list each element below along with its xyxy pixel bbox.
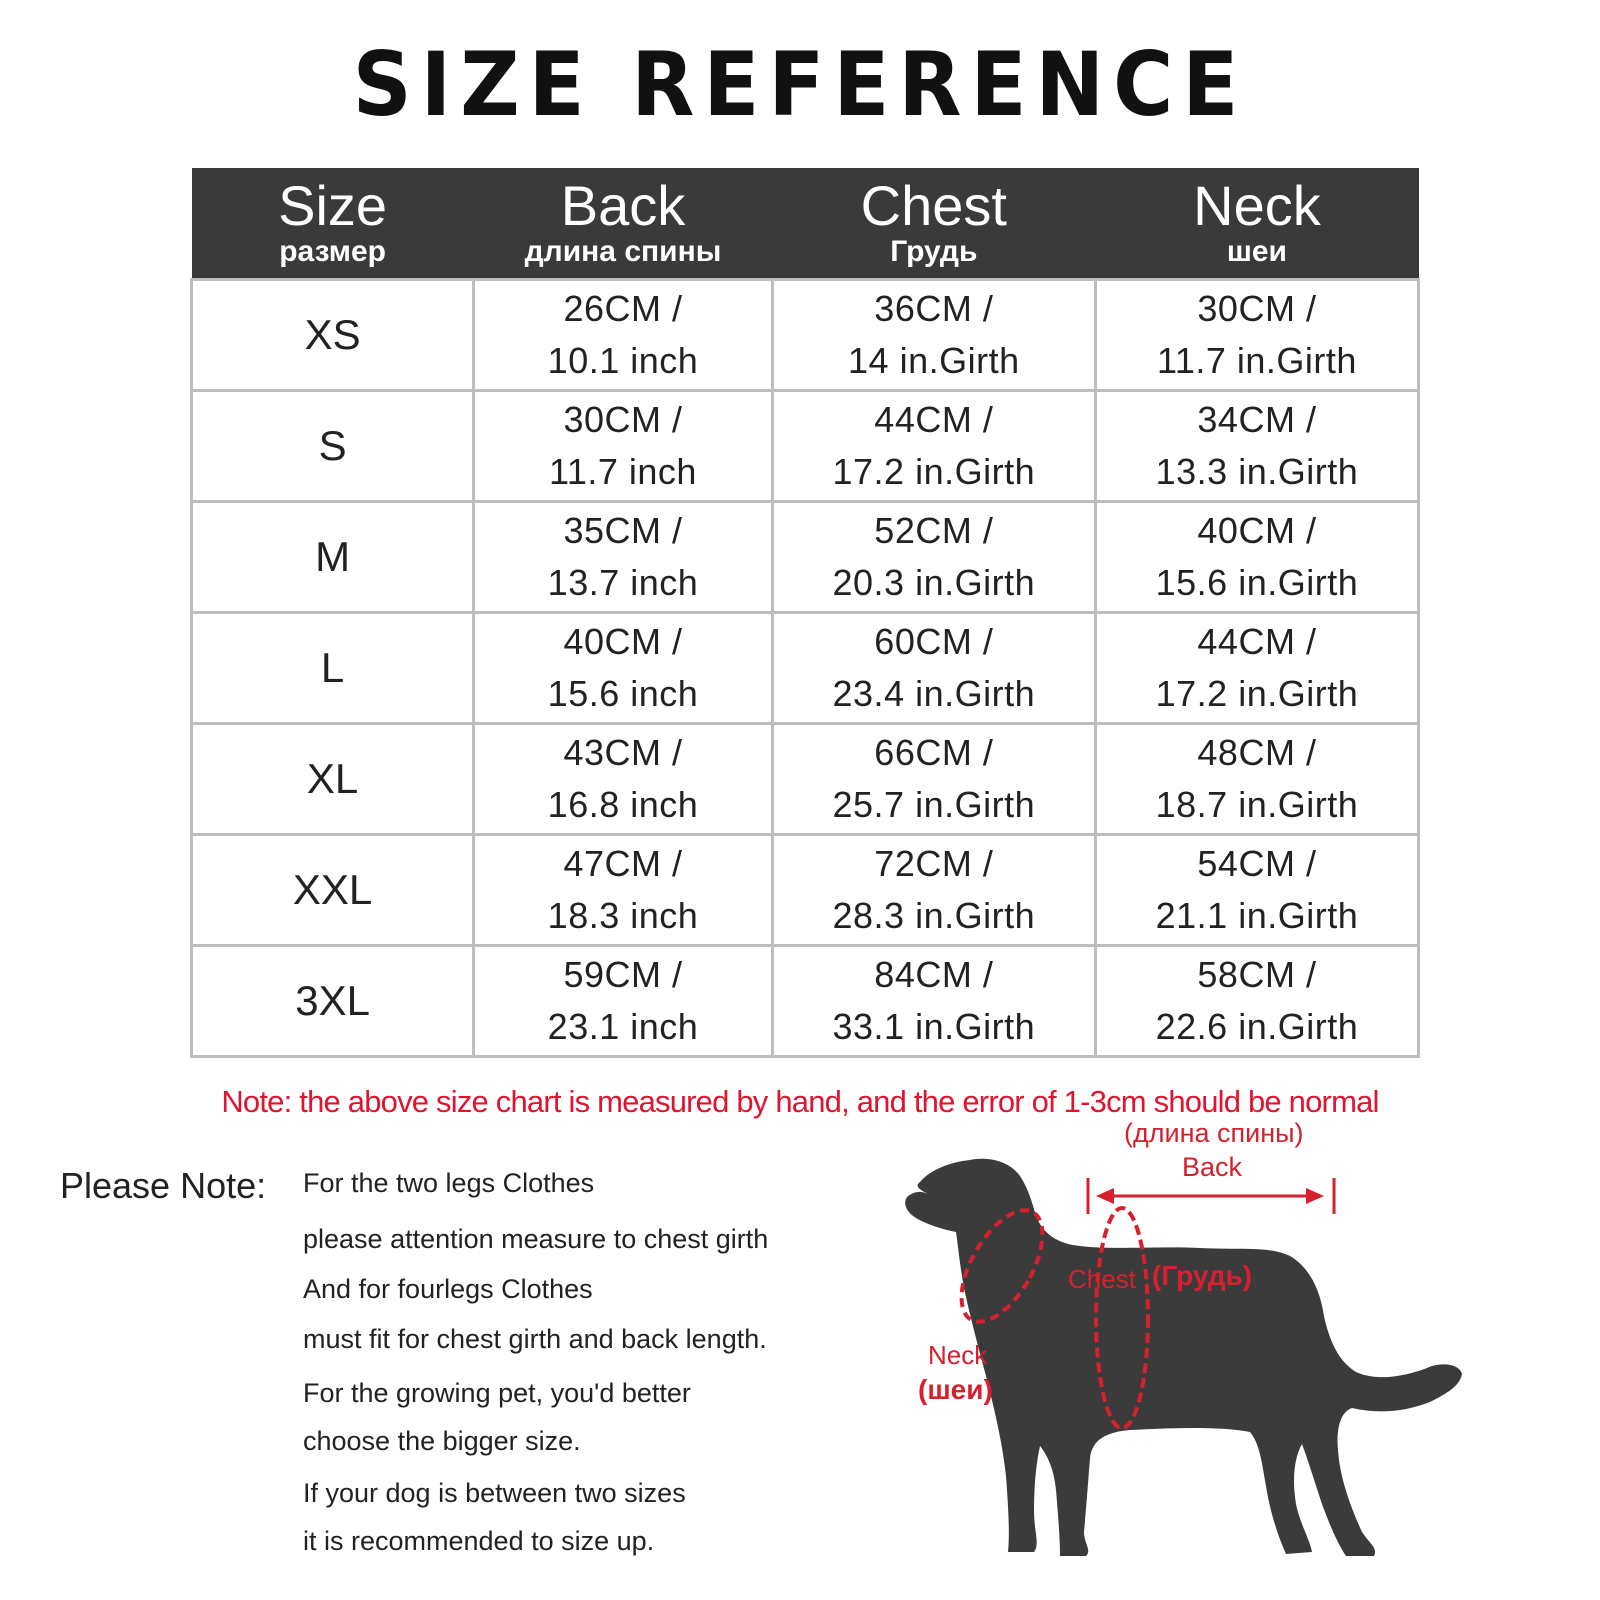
back-cell: 26CM / 10.1 inch xyxy=(474,280,773,391)
measurement-note: Note: the above size chart is measured by hand, and the error of 1-3cm should be normal xyxy=(221,1084,1379,1119)
note-line: If your dog is between two sizes xyxy=(303,1478,686,1508)
table-row xyxy=(192,946,1419,1057)
size-cell: 3XL xyxy=(192,946,474,1057)
column-header-size: Size размер xyxy=(192,168,474,280)
chest-cell: 36CM / 14 in.Girth xyxy=(772,280,1095,391)
size-cell: XS xyxy=(192,280,474,391)
dog-measurement-diagram xyxy=(900,1118,1520,1600)
back-cell: 47CM / 18.3 inch xyxy=(474,835,773,946)
page-title: SIZE REFERENCE xyxy=(352,34,1248,137)
neck-cell: 58CM / 22.6 in.Girth xyxy=(1095,946,1418,1057)
table-row xyxy=(192,280,1419,391)
chest-cell: 52CM / 20.3 in.Girth xyxy=(772,502,1095,613)
note-line: please attention measure to chest girth xyxy=(303,1224,769,1254)
back-label-ru: (длина спины) xyxy=(1124,1118,1304,1148)
chest-cell: 44CM / 17.2 in.Girth xyxy=(772,391,1095,502)
neck-cell: 34CM / 13.3 in.Girth xyxy=(1095,391,1418,502)
size-table xyxy=(190,168,1420,1058)
neck-cell: 40CM / 15.6 in.Girth xyxy=(1095,502,1418,613)
neck-cell: 48CM / 18.7 in.Girth xyxy=(1095,724,1418,835)
table-row xyxy=(192,502,1419,613)
neck-label-ru: (шеи) xyxy=(918,1374,993,1405)
size-cell: M xyxy=(192,502,474,613)
column-header-neck: Neck шеи xyxy=(1095,168,1418,280)
dog-silhouette-icon xyxy=(900,1140,1520,1600)
size-cell: XXL xyxy=(192,835,474,946)
table-header-row xyxy=(192,168,1419,280)
table-row xyxy=(192,724,1419,835)
table-row xyxy=(192,391,1419,502)
note-line: choose the bigger size. xyxy=(303,1426,581,1456)
please-note-label: Please Note: xyxy=(60,1165,267,1206)
size-cell: S xyxy=(192,391,474,502)
back-label: Back xyxy=(1182,1152,1243,1182)
chest-cell: 84CM / 33.1 in.Girth xyxy=(772,946,1095,1057)
chest-label-ru: (Грудь) xyxy=(1152,1260,1253,1291)
back-cell: 35CM / 13.7 inch xyxy=(474,502,773,613)
note-line: must fit for chest girth and back length. xyxy=(303,1324,767,1354)
note-line: And for fourlegs Clothes xyxy=(303,1274,593,1304)
back-cell: 30CM / 11.7 inch xyxy=(474,391,773,502)
neck-cell: 54CM / 21.1 in.Girth xyxy=(1095,835,1418,946)
note-line: For the two legs Clothes xyxy=(303,1168,595,1198)
chest-cell: 72CM / 28.3 in.Girth xyxy=(772,835,1095,946)
size-cell: XL xyxy=(192,724,474,835)
back-cell: 43CM / 16.8 inch xyxy=(474,724,773,835)
size-cell: L xyxy=(192,613,474,724)
table-row xyxy=(192,835,1419,946)
note-line: it is recommended to size up. xyxy=(303,1526,655,1556)
neck-cell: 30CM / 11.7 in.Girth xyxy=(1095,280,1418,391)
table-row xyxy=(192,613,1419,724)
column-header-back: Back длина спины xyxy=(474,168,773,280)
note-line: For the growing pet, you'd better xyxy=(303,1378,691,1408)
chest-cell: 60CM / 23.4 in.Girth xyxy=(772,613,1095,724)
back-cell: 59CM / 23.1 inch xyxy=(474,946,773,1057)
column-header-chest: Chest Грудь xyxy=(772,168,1095,280)
chest-label: Chest xyxy=(1068,1264,1136,1294)
neck-cell: 44CM / 17.2 in.Girth xyxy=(1095,613,1418,724)
back-cell: 40CM / 15.6 inch xyxy=(474,613,773,724)
chest-cell: 66CM / 25.7 in.Girth xyxy=(772,724,1095,835)
neck-label: Neck xyxy=(928,1340,988,1370)
